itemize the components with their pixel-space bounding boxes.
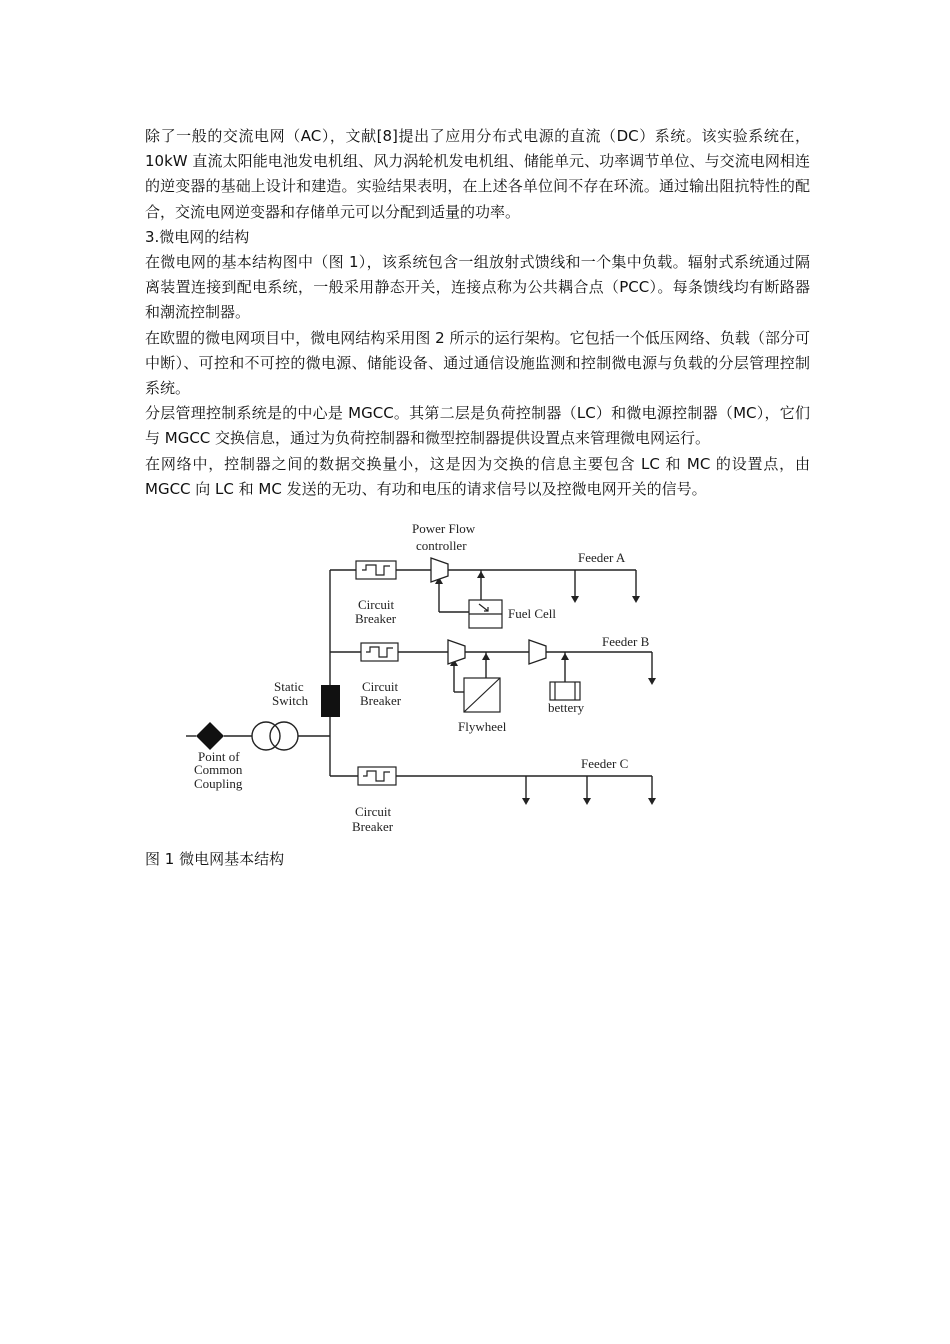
power-flow-controller-icon <box>431 558 448 582</box>
figure-caption: 图 1 微电网基本结构 <box>145 850 285 868</box>
switch-label: Switch <box>272 693 309 708</box>
section-heading: 3.微电网的结构 <box>145 227 250 246</box>
paragraph-data-exchange: 在网络中，控制器之间的数据交换量小，这是因为交换的信息主要包含 LC 和 MC 的设置点，由 MGCC 向 LC 和 MC 发送的无功、有功和电压的请求信号以及控微电网开关的信号。 <box>145 454 810 498</box>
circuit-label-a: Circuit <box>358 597 395 612</box>
flywheel-label: Flywheel <box>458 719 507 734</box>
microgrid-diagram <box>186 518 666 840</box>
circuit-label-b: Circuit <box>362 679 399 694</box>
circuit-breaker-icon <box>356 561 396 579</box>
breaker-label-c: Breaker <box>352 819 394 834</box>
circuit-breaker-icon <box>361 643 398 661</box>
paragraph-intro: 除了一般的交流电网（AC），文献[8]提出了应用分布式电源的直流（DC）系统。该实验系统在，10kW 直流太阳能电池发电机组、风力涡轮机发电机组、储能单元、功率调节单位、与交流电网相连的逆变器的基础上设计和建造。实验结果表明，在上述各单位间不存在环流。通过输出阻抗特性的配合，交流电网逆变器和存储单元可以分配到适量的功率。 <box>145 127 810 221</box>
battery-label: bettery <box>548 700 585 715</box>
paragraph-mgcc: 分层管理控制系统是的中心是 MGCC。其第二层是负荷控制器（LC）和微电源控制器（MC），它们与 MGCC 交换信息，通过为负荷控制器和微型控制器提供设置点来管理微电网运行。 <box>145 404 810 448</box>
breaker-label-a: Breaker <box>355 611 397 626</box>
feeder-b-label: Feeder B <box>602 634 650 649</box>
circuit-breaker-icon <box>358 767 396 785</box>
fuel-cell-icon <box>469 600 502 628</box>
power-flow-label-2: controller <box>416 538 467 553</box>
pcc-label-3: Coupling <box>194 776 243 791</box>
pcc-label-1: Point of <box>198 749 240 764</box>
feeder-c-label: Feeder C <box>581 756 629 771</box>
fuel-cell-label: Fuel Cell <box>508 606 557 621</box>
pcc-label-2: Common <box>194 762 243 777</box>
body-text <box>145 124 810 502</box>
static-switch-icon <box>321 685 340 717</box>
transformer-icon <box>252 722 298 750</box>
power-flow-label-1: Power Flow <box>412 521 476 536</box>
circuit-label-c: Circuit <box>355 804 392 819</box>
paragraph-structure: 在微电网的基本结构图中（图 1），该系统包含一组放射式馈线和一个集中负载。辐射式系统通过隔离装置连接到配电系统，一般采用静态开关，连接点称为公共耦合点（PCC）。每条馈线均有断路器和潮流控制器。 <box>145 253 810 322</box>
static-label: Static <box>274 679 304 694</box>
paragraph-eu-project: 在欧盟的微电网项目中，微电网结构采用图 2 所示的运行架构。它包括一个低压网络、负载（部分可中断）、可控和不可控的微电源、储能设备、通过通信设施监测和控制微电源与负载的分层管理控制系统。 <box>145 328 810 398</box>
battery-icon <box>550 682 580 700</box>
feeder-a-label: Feeder A <box>578 550 626 565</box>
power-flow-controller-icon <box>529 640 546 664</box>
pcc-diamond-icon <box>196 722 224 750</box>
flywheel-icon <box>464 678 500 712</box>
power-flow-controller-icon <box>448 640 465 664</box>
breaker-label-b: Breaker <box>360 693 402 708</box>
